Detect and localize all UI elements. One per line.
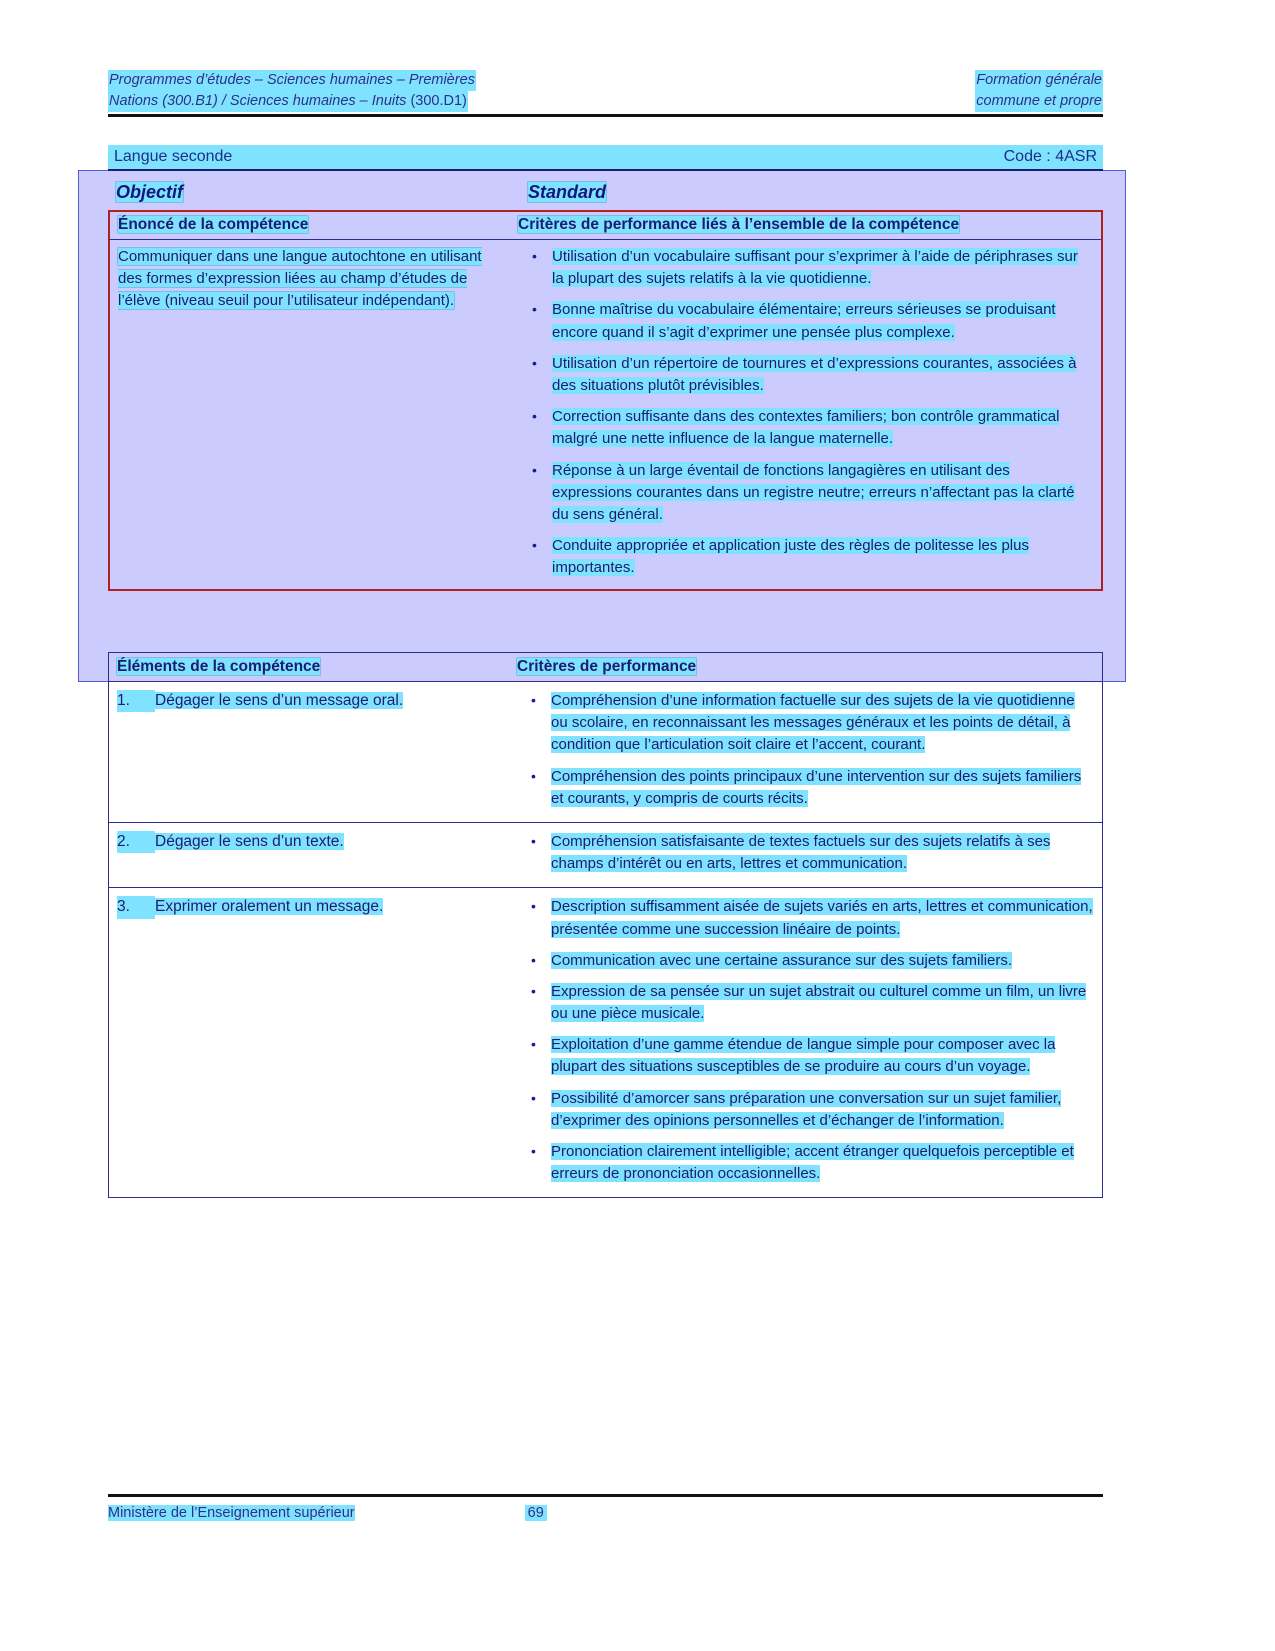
header-divider	[108, 114, 1103, 117]
list-item	[517, 831, 1094, 875]
element-criteria-cell	[513, 682, 1102, 822]
competence-statement: Communiquer dans une langue autochtone en utilisant des formes d’expression liées au champ d’études de l’élève (niveau seuil pour l’utilisateur indépendant).	[118, 248, 482, 310]
heading-objectif	[108, 182, 528, 203]
competence-header-right-label: Critères de performance liés à l’ensemble de la compétence	[518, 216, 960, 233]
list-item	[517, 1088, 1094, 1132]
header-left-line-2-italic: Nations (300.B1) / Sciences humaines – Inuits	[109, 93, 407, 110]
element-criteria-list	[517, 690, 1094, 810]
criterion-text: Bonne maîtrise du vocabulaire élémentaire; erreurs sérieuses se produisant encore quand il s’agit d’exprimer une pensée plus complexe.	[552, 301, 1056, 341]
criterion-text: Compréhension des points principaux d’une intervention sur des sujets familiers et courants, y compris de courts récits.	[551, 767, 1082, 807]
competence-table-header	[110, 212, 1101, 240]
element-criteria-list	[517, 831, 1094, 875]
element-label: Exprimer oralement un message.	[155, 898, 384, 916]
element-label-cell	[109, 888, 513, 1197]
heading-standard	[528, 182, 1103, 203]
elements-header-right-label: Critères de performance	[517, 658, 697, 675]
criterion-text: Réponse à un large éventail de fonctions langagières en utilisant des expressions courantes dans un registre neutre; erreurs n’affectant pas la clarté du sens général.	[552, 461, 1075, 523]
criterion-text: Exploitation d’une gamme étendue de langue simple pour composer avec la plupart des situations susceptibles de se produire au cours d’un voyage.	[551, 1036, 1056, 1076]
list-item	[517, 950, 1094, 972]
list-item	[518, 406, 1093, 450]
element-label: Dégager le sens d’un message oral.	[155, 692, 404, 709]
competence-table-body	[110, 240, 1101, 589]
criterion-text: Description suffisamment aisée de sujets variés en arts, lettres et communication, présentée comme une succession linéaire de points.	[551, 898, 1093, 938]
element-number: 1.	[117, 690, 155, 712]
element-number: 2.	[117, 831, 155, 853]
header-left-line-2	[108, 91, 468, 112]
elements-header-left-label: Éléments de la compétence	[117, 658, 321, 675]
criterion-text: Communication avec une certaine assurance sur des sujets familiers.	[551, 951, 1013, 969]
column-headings	[108, 176, 1103, 208]
heading-objectif-label: Objectif	[116, 181, 184, 202]
list-item	[517, 690, 1094, 757]
header-right-line-2: commune et propre	[975, 91, 1103, 112]
criterion-text: Possibilité d’amorcer sans préparation une conversation sur un sujet familier, d’exprimer des opinions personnelles et d’échanger de l’information.	[551, 1089, 1062, 1129]
competence-criteria-cell	[514, 240, 1101, 589]
list-item	[518, 460, 1093, 527]
element-label: Dégager le sens d’un texte.	[155, 832, 344, 850]
criterion-text: Correction suffisante dans des contextes familiers; bon contrôle grammatical malgré une nette influence de la langue maternelle.	[552, 408, 1060, 448]
header-line-2	[108, 91, 1103, 112]
table-row	[109, 823, 1102, 888]
competence-header-left-label: Énoncé de la compétence	[118, 216, 309, 233]
element-label-cell	[109, 682, 513, 822]
list-item	[517, 896, 1094, 940]
elements-table-header	[108, 652, 1103, 682]
list-item	[517, 766, 1094, 810]
list-item	[518, 299, 1093, 343]
table-row	[109, 682, 1102, 823]
criterion-text: Compréhension d’une information factuelle sur des sujets de la vie quotidienne ou scolaire, en reconnaissant les messages généraux et les points de détail, à condition que l’articulation soit claire et l’accent, courant.	[551, 692, 1075, 754]
header-left-line-1: Programmes d’études – Sciences humaines – Premières	[108, 70, 476, 91]
element-label-cell	[109, 823, 513, 887]
list-item	[518, 246, 1093, 290]
criterion-text: Compréhension satisfaisante de textes factuels sur des sujets relatifs à ses champs d’intérêt ou en arts, lettres et communication.	[551, 832, 1051, 873]
competence-criteria-list	[518, 246, 1093, 579]
competence-table	[108, 210, 1103, 591]
page-header	[108, 70, 1103, 117]
heading-standard-label: Standard	[528, 181, 607, 202]
element-number: 3.	[117, 896, 155, 918]
list-item	[518, 535, 1093, 579]
element-criteria-list	[517, 896, 1094, 1185]
course-title-bar	[108, 145, 1103, 171]
elements-header-left	[109, 658, 513, 676]
criterion-text: Conduite appropriée et application juste des règles de politesse les plus importantes.	[552, 537, 1029, 577]
list-item	[517, 1034, 1094, 1078]
header-line-1	[108, 70, 1103, 91]
competence-statement-cell	[110, 240, 514, 589]
header-left-line-2-code: (300.D1)	[410, 93, 467, 110]
page-footer	[108, 1505, 1103, 1521]
course-title: Langue seconde	[114, 148, 233, 165]
footer-page-number: 69	[525, 1505, 547, 1521]
element-criteria-cell	[513, 888, 1102, 1197]
list-item	[517, 1141, 1094, 1185]
competence-header-right	[514, 212, 1101, 239]
table-row	[109, 888, 1102, 1197]
footer-ministry: Ministère de l’Enseignement supérieur	[108, 1505, 355, 1521]
criterion-text: Utilisation d’un répertoire de tournures et d’expressions courantes, associées à des situations plutôt prévisibles.	[552, 354, 1077, 394]
element-criteria-cell	[513, 823, 1102, 887]
elements-table	[108, 682, 1103, 1198]
course-code: Code : 4ASR	[1003, 148, 1097, 165]
header-right-line-1: Formation générale	[975, 70, 1103, 91]
criterion-text: Prononciation clairement intelligible; accent étranger quelquefois perceptible et erreurs de prononciation occasionnelles.	[551, 1143, 1074, 1183]
competence-header-left	[110, 212, 514, 239]
list-item	[518, 353, 1093, 397]
elements-header-right	[513, 658, 1102, 676]
criterion-text: Utilisation d’un vocabulaire suffisant pour s’exprimer à l’aide de périphrases sur la plupart des sujets relatifs à la vie quotidienne.	[552, 248, 1078, 288]
footer-divider	[108, 1494, 1103, 1497]
criterion-text: Expression de sa pensée sur un sujet abstrait ou culturel comme un film, un livre ou une pièce musicale.	[551, 982, 1087, 1023]
list-item	[517, 981, 1094, 1025]
